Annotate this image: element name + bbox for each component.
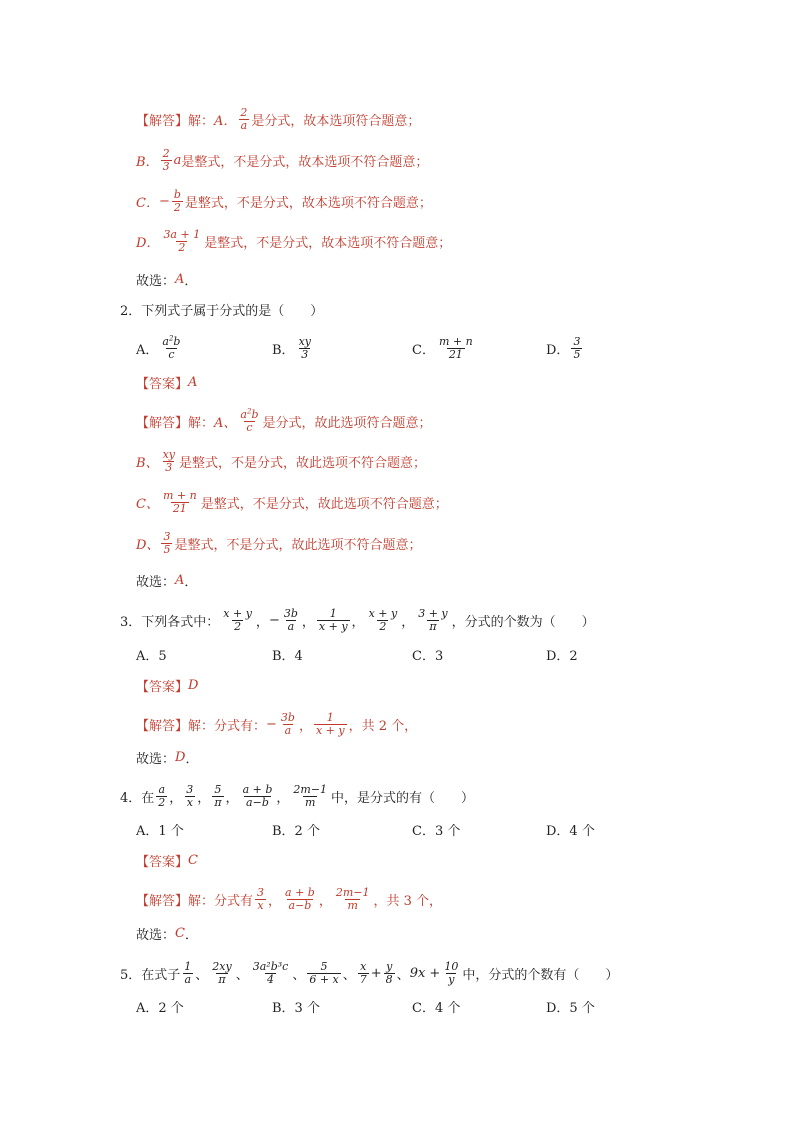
fraction: $\frac{3a + 1}{2}$ <box>163 227 201 254</box>
q4-option-c: C．3 个 <box>412 824 461 839</box>
q5-option-a: A．2 个 <box>136 1001 184 1016</box>
q3-option-a: A．5 <box>136 649 167 664</box>
sol-prev-choice: 故选： A ． <box>136 271 198 289</box>
q4-option-b: B．2 个 <box>272 824 320 839</box>
q5-option-b: B．3 个 <box>272 1001 320 1016</box>
sol-prev-d: D． $\frac{3a + 1}{2}$ 是整式，不是分式，故本选项不符合题意； <box>136 227 452 254</box>
q5-option-d: D．5 个 <box>546 1001 595 1016</box>
q4-option-a: A．1 个 <box>136 824 184 839</box>
q3-choice: 故选： D ． <box>136 749 199 767</box>
q3-answer: 【答案】 D <box>136 677 199 695</box>
q2-stem: 2．下列式子属于分式的是（ ） <box>120 303 324 319</box>
fraction: $\frac{m + n}{21}$ <box>438 334 473 361</box>
q4-choice: 故选： C ． <box>136 925 198 943</box>
fraction: $\frac{3}{5}$ <box>573 334 581 361</box>
q5-option-c: C．4 个 <box>412 1001 461 1016</box>
q2-choice: 故选： A ． <box>136 572 198 590</box>
q3-option-c: C．3 <box>412 649 444 664</box>
q2-option-d: D． $\frac{3}{5}$ <box>546 334 581 361</box>
q4-answer: 【答案】 C <box>136 852 198 870</box>
q2-sol-b: B、 $\frac{xy}{3}$ 是整式，不是分式，故此选项不符合题意； <box>136 447 426 474</box>
sol-prev-c: C． − $\frac{b}{2}$ 是整式，不是分式，故本选项不符合题意； <box>136 187 432 214</box>
q2-answer: 【答案】 A <box>136 374 198 392</box>
q5-stem: 5．在式子 $\frac{1}{a}$ 、 $\frac{2xy}{\pi}$ 、 $\frac{\text{3a²b³c}}{4}$ 、 $\frac{5}{6 + x}$ 、 $\frac{x}{7}$ + $\frac{y}{8}$ 、 9x + $\frac{10}{y}$ 中，分式的个数有（ ） <box>120 959 619 986</box>
fraction: $\frac{a^2b}{c}$ <box>240 407 259 434</box>
fraction: $\frac{m + n}{21}$ <box>162 488 197 515</box>
sol-prev-a: 【解答】解： A． $\frac{2}{a}$ 是分式，故本选项符合题意； <box>136 105 421 132</box>
fraction: $\frac{a^2b}{c}$ <box>162 334 181 361</box>
q4-stem: 4．在 $\frac{a}{2}$ ， $\frac{3}{x}$ ， $\frac{5}{\pi}$ ， $\frac{a + b}{a-b}$ ， $\frac{2m-1}{m}$ 中，是分式的有（ ） <box>120 782 475 809</box>
fraction: $\frac{2}{3}$ <box>162 146 170 173</box>
fraction: $\frac{2}{a}$ <box>240 105 248 132</box>
q2-sol-d: D、 $\frac{3}{5}$ 是整式，不是分式，故此选项不符合题意； <box>136 529 422 556</box>
sol-label: 【解答】解： <box>136 113 215 129</box>
fraction: $\frac{b}{2}$ <box>173 187 181 214</box>
q2-option-a: A． $\frac{a^2b}{c}$ <box>136 334 181 361</box>
q4-option-d: D．4 个 <box>546 824 595 839</box>
q3-stem: 3．下列各式中： $\frac{x + y}{2}$ ， − $\frac{3b}{a}$ ， $\frac{1}{x + y}$ ， $\frac{x + y}{2}$ ， $\frac{3 + y}{\pi}$ ，分式的个数为（ ） <box>120 606 595 633</box>
q2-option-b: B． $\frac{xy}{3}$ <box>272 334 311 361</box>
q3-option-b: B．4 <box>272 649 303 664</box>
q2-sol-c: C、 $\frac{m + n}{21}$ 是整式，不是分式，故此选项不符合题意； <box>136 488 448 515</box>
fraction: $\frac{3}{5}$ <box>163 529 171 556</box>
fraction: $\frac{xy}{3}$ <box>298 334 311 361</box>
q4-solution: 【解答】解：分式有 $\frac{3}{x}$ ， $\frac{a + b}{a-b}$ ， $\frac{2m-1}{m}$ ，共 3 个， <box>136 885 443 912</box>
fraction: $\frac{xy}{3}$ <box>162 447 175 474</box>
q3-option-d: D．2 <box>546 649 578 664</box>
q2-option-c: C． $\frac{m + n}{21}$ <box>412 334 473 361</box>
q2-sol-a: 【解答】解： A、 $\frac{a^2b}{c}$ 是分式，故此选项符合题意； <box>136 407 432 434</box>
sol-prev-b: B． $\frac{2}{3}$ a 是整式，不是分式，故本选项不符合题意； <box>136 146 429 173</box>
q3-solution: 【解答】解：分式有： − $\frac{3b}{a}$ ， $\frac{1}{x + y}$ ，共 2 个， <box>136 710 418 737</box>
